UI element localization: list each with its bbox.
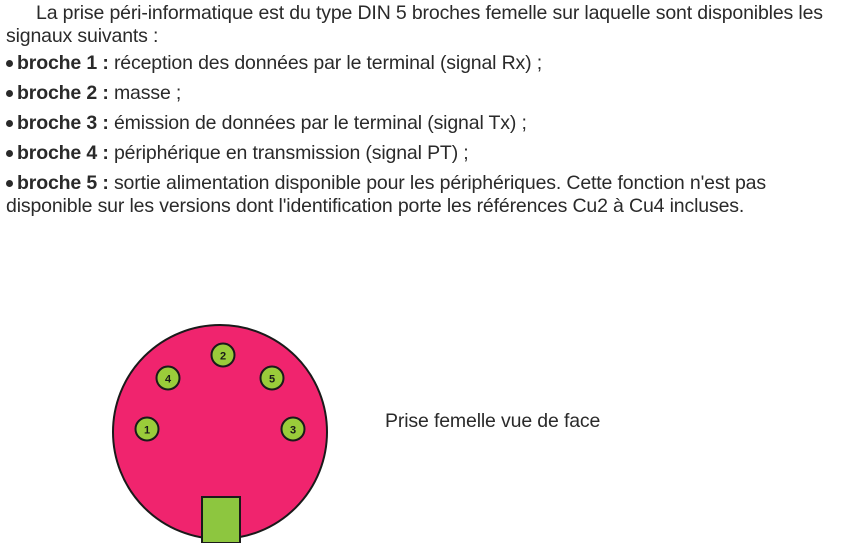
pin-item-3	[6, 112, 846, 135]
pin-3	[282, 418, 305, 441]
bullet-icon	[6, 90, 13, 97]
pin-description: périphérique en transmission (signal PT) ;	[108, 142, 469, 164]
pin-5	[261, 367, 284, 390]
pin-5-number: 5	[268, 373, 276, 386]
din-connector-diagram	[100, 322, 340, 543]
pin-1	[136, 418, 159, 441]
pin-label: broche 5 :	[17, 172, 109, 194]
pin-1-number: 1	[143, 424, 151, 437]
diagram-caption: Prise femelle vue de face	[385, 410, 601, 432]
pin-4	[157, 367, 180, 390]
pin-description: sortie alimentation disponible pour les périphériques. Cette fonction n'est pas disponible sur les versions dont l'identification porte les références Cu2 à Cu4 incluses.	[6, 172, 766, 217]
pin-label: broche 3 :	[17, 112, 109, 134]
pin-4-number: 4	[164, 373, 172, 386]
pin-description: masse ;	[108, 82, 182, 104]
pin-description: émission de données par le terminal (signal Tx) ;	[108, 112, 527, 134]
pin-2-number: 2	[219, 350, 227, 363]
pin-2	[212, 344, 235, 367]
description-text	[6, 2, 846, 225]
pin-description: réception des données par le terminal (signal Rx) ;	[108, 52, 543, 74]
pin-list	[6, 52, 846, 218]
pin-3-number: 3	[289, 424, 297, 437]
pin-label: broche 2 :	[17, 82, 109, 104]
pin-item-1	[6, 52, 846, 75]
pin-item-4	[6, 142, 846, 165]
pin-label: broche 1 :	[17, 52, 109, 74]
bullet-icon	[6, 150, 13, 157]
intro-paragraph: La prise péri-informatique est du type DIN 5 broches femelle sur laquelle sont disponibles les signaux suivants :	[6, 2, 823, 47]
pin-item-5	[6, 172, 766, 218]
pin-item-2	[6, 82, 846, 105]
pin-label: broche 4 :	[17, 142, 109, 164]
bullet-icon	[6, 120, 13, 127]
connector-key	[202, 497, 240, 543]
bullet-icon	[6, 180, 13, 187]
bullet-icon	[6, 60, 13, 67]
